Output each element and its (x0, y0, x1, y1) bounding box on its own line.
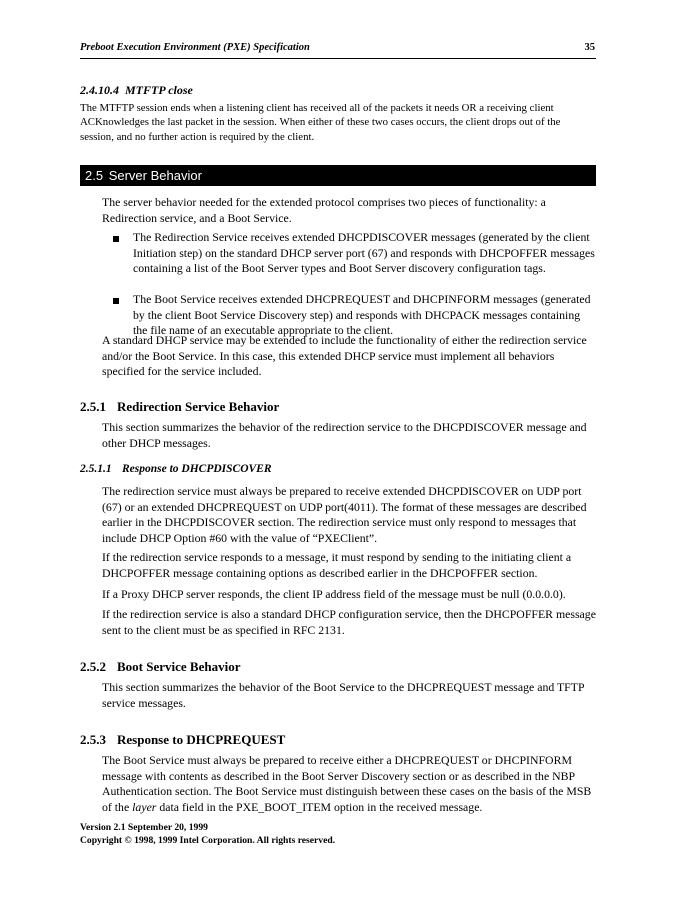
heading-2-5-1-1 (80, 463, 272, 475)
header-title: Preboot Execution Environment (PXE) Specification (80, 42, 310, 53)
page-number: 35 (584, 42, 595, 53)
discover-paragraph-4: If the redirection service is also a standard DHCP configuration service, then the DHCPOFFER message sent to the client must be as specified in RFC 2131. (102, 607, 596, 637)
discover-paragraph-1: The redirection service must always be prepared to receive extended DHCPDISCOVER on UDP port (67) or an extended DHCPREQUEST on UDP port(4011). The format of these messages are described earlier in the DHCPDISCOVER section. The redirection service must only respond to messages that include DHCP Option #60 with the value of “PXEClient”. (102, 484, 587, 545)
heading-number: 2.5.3 (80, 732, 106, 747)
request-text-start: The Boot Service must always be prepared to receive either a DHCPREQUEST or DHCPINFORM message with contents as described in the Boot Server Discovery section or as described in the NBP Authentication section. The Boot Service must distinguish between these cases on the basis of the MSB of the (102, 753, 592, 814)
heading-number: 2.5.1.1 (80, 463, 112, 475)
heading-title: MTFTP close (125, 83, 193, 97)
section-number: 2.5 (85, 168, 104, 183)
heading-number: 2.5.1 (80, 399, 106, 414)
heading-2-5-2 (80, 659, 240, 675)
heading-title: Redirection Service Behavior (117, 399, 280, 414)
server-behavior-closing: A standard DHCP service may be extended to include the functionality of either the redirection service and/or the Boot Service. In this case, this extended DHCP service must implement all behaviors specified for the service included. (102, 333, 587, 379)
discover-paragraph-2: If the redirection service responds to a message, it must respond by sending to the initiating client a DHCPOFFER message containing options as described earlier in the DHCPOFFER section. (102, 550, 572, 580)
server-behavior-intro: The server behavior needed for the extended protocol comprises two pieces of functionality: a Redirection service, and a Boot Service. (102, 195, 546, 225)
boot-service-paragraph: This section summarizes the behavior of the Boot Service to the DHCPREQUEST message and TFTP service messages. (102, 680, 585, 710)
heading-number: 2.4.10.4 (80, 83, 119, 97)
footer-copyright: Copyright © 1998, 1999 Intel Corporation. All rights reserved. (80, 835, 336, 846)
heading-2-4-10-4 (80, 83, 193, 98)
heading-title: Response to DHCPREQUEST (117, 732, 286, 747)
section-title: Server Behavior (108, 168, 202, 183)
heading-2-5-1 (80, 399, 279, 415)
bullet-redirection-service: The Redirection Service receives extended DHCPDISCOVER messages (generated by the client Initiation step) on the standard DHCP server port (67) and responds with DHCPOFFER messages containing a list of the Boot Server types and Boot Server discovery configuration tags. (133, 230, 595, 276)
running-header (80, 42, 595, 53)
footer-version: Version 2.1 September 20, 1999 (80, 822, 208, 833)
mtftp-close-paragraph: The MTFTP session ends when a listening client has received all of the packets it needs OR a receiving client ACKnowledges the last packet in the session. When either of these two cases occurs, the client drops out of the session, and no further action is required by the client. (80, 102, 561, 143)
bullet-boot-service: The Boot Service receives extended DHCPREQUEST and DHCPINFORM messages (generated by the client Boot Service Discovery step) and responds with DHCPACK messages containing the file name of an executable appropriate to the client. (133, 292, 591, 338)
heading-number: 2.5.2 (80, 659, 106, 674)
section-bar-2-5 (80, 165, 596, 186)
request-text-italic: layer (132, 799, 157, 814)
request-text-end: data field in the PXE_BOOT_ITEM option in the received message. (159, 799, 483, 814)
heading-2-5-3 (80, 732, 285, 748)
header-rule (80, 58, 596, 59)
bullet-marker (113, 236, 119, 242)
heading-title: Boot Service Behavior (117, 659, 241, 674)
bullet-marker (113, 298, 119, 304)
request-paragraph (102, 753, 596, 815)
heading-title: Response to DHCPDISCOVER (122, 463, 272, 475)
redirection-paragraph: This section summarizes the behavior of the redirection service to the DHCPDISCOVER message and other DHCP messages. (102, 420, 587, 450)
discover-paragraph-3: If a Proxy DHCP server responds, the client IP address field of the message must be null (0.0.0.0). (102, 587, 566, 601)
